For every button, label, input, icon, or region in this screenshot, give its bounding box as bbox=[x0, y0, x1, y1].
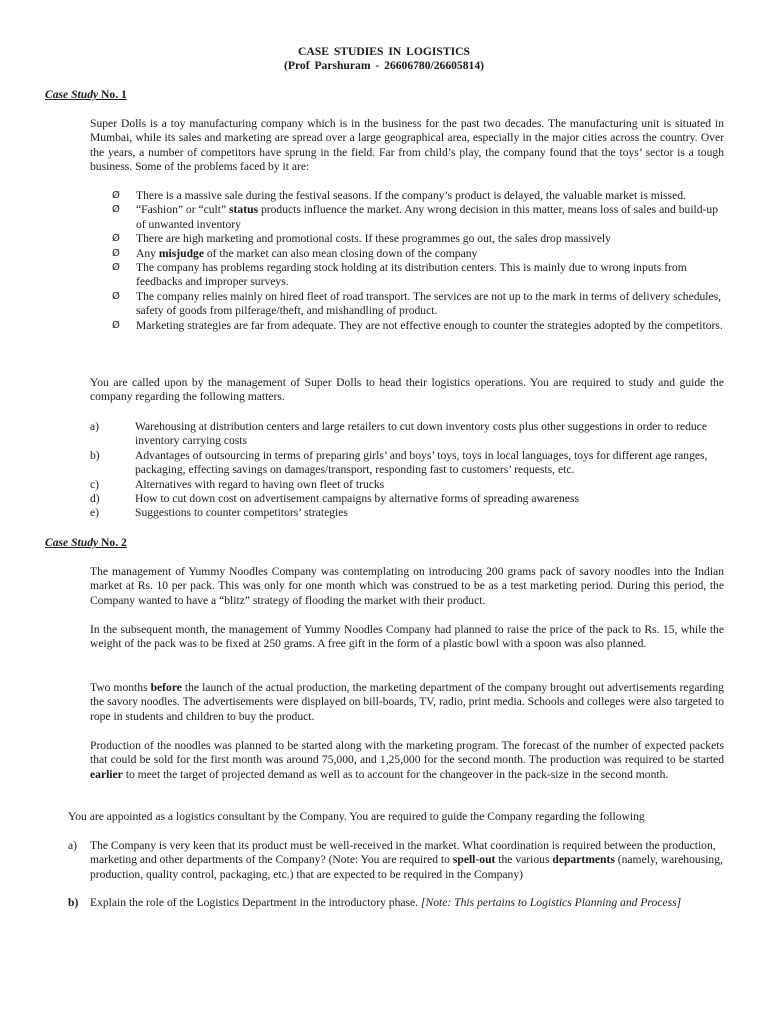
arrow-bullet-icon: Ø bbox=[112, 319, 120, 331]
problem-text-continued: of the market can also mean closing down of the company bbox=[203, 246, 478, 260]
problem-emphasis: status bbox=[229, 203, 259, 217]
arrow-bullet-icon: Ø bbox=[112, 262, 120, 274]
qb-pre: Explain the role of the Logistics Department in the introductory phase. bbox=[90, 896, 421, 910]
p4-pre: Production of the noodles was planned to be started along with the marketing program. The forecast of the number of expected packets that could be sold for the first month was around 75,000, and 1,25,000 for the second month. The production was required to be started bbox=[90, 739, 724, 767]
matter-text: Suggestions to counter competitors’ strategies bbox=[135, 506, 348, 520]
arrow-bullet-icon: Ø bbox=[112, 290, 120, 302]
case-study-label: Case Study bbox=[45, 88, 99, 101]
problems-list bbox=[112, 189, 724, 333]
problem-bullet-item bbox=[112, 203, 724, 232]
question-letter: a) bbox=[68, 839, 78, 852]
matter-text: Advantages of outsourcing in terms of preparing girls’ and boys’ toys, toys in local languages, toys for different age ranges, packaging, effecting savings on damages/transport, responding fast to customers’ requests, etc. bbox=[135, 448, 708, 477]
qa-pre: The Company is very keen that its product must be well-received in the market. What coordination is required between the production, marketing and other departments of the Company? (Note: You are required to bbox=[90, 839, 716, 867]
problem-text: Any bbox=[136, 246, 159, 260]
qa-bold-2: departments bbox=[552, 853, 615, 867]
arrow-bullet-icon: Ø bbox=[112, 247, 120, 259]
case-study-1-heading bbox=[45, 88, 127, 102]
matter-letter: b) bbox=[90, 448, 100, 462]
problem-bullet-item bbox=[112, 189, 724, 203]
p3-post: the launch of the actual production, the marketing department of the company brought out advertisements regarding the savory noodles. The advertisements were displayed on bill-boards, TV, radio, print media. Schools and colleges were also targeted to rope in students and children to buy the product. bbox=[90, 681, 724, 723]
case1-task-paragraph: You are called upon by the management of Super Dolls to head their logistics operations. You are required to study and guide the company regarding the following matters. bbox=[90, 376, 724, 404]
qa-mid: the various bbox=[495, 853, 553, 867]
matters-list bbox=[90, 420, 724, 521]
problem-text: “Fashion” or “cult” bbox=[136, 203, 230, 217]
case2-paragraph-4 bbox=[90, 739, 724, 782]
problem-text-continued: products influence the market. Any wrong decision in this matter, means loss of sales and build-up of unwanted inventory bbox=[136, 203, 719, 231]
matter-item bbox=[90, 492, 724, 506]
arrow-bullet-icon: Ø bbox=[112, 204, 120, 216]
problem-bullet-item bbox=[112, 247, 724, 261]
problem-bullet-item bbox=[112, 261, 724, 290]
qa-bold-1: spell-out bbox=[452, 853, 496, 867]
case2-paragraph-2: In the subsequent month, the management of Yummy Noodles Company had planned to raise the price of the pack to Rs. 15, while the weight of the pack was to be fixed at 250 grams. A free gift in the form of a plastic bowl with a spoon was also planned. bbox=[90, 623, 724, 651]
question-a bbox=[68, 839, 724, 882]
matter-item bbox=[90, 506, 724, 520]
matter-letter: c) bbox=[90, 477, 100, 491]
p4-bold: earlier bbox=[90, 767, 123, 781]
case2-assignment-paragraph: You are appointed as a logistics consultant by the Company. You are required to guide the Company regarding the following bbox=[68, 810, 645, 823]
problem-text: The company has problems regarding stock holding at its distribution centers. This is mainly due to wrong inputs from feedbacks and improper surveys. bbox=[136, 261, 687, 289]
problem-text: Marketing strategies are far from adequate. They are not effective enough to counter the strategies adopted by the competitors. bbox=[136, 318, 723, 332]
case-study-number: No. 2 bbox=[98, 536, 127, 549]
case1-intro-paragraph: Super Dolls is a toy manufacturing company which is in the business for the past two decades. The manufacturing unit is situated in Mumbai, while its sales and marketing are spread over a large geographical area, especially in the major cities across the country. Over the years, a number of competitors have sprung in the field. Far from child’s play, the company found that the toys’ sector is a tough business. Some of the problems faced by it are: bbox=[90, 117, 724, 174]
qa-post: (namely, warehousing, production, quality control, packaging, etc.) that are expected to be required in the Company) bbox=[90, 853, 723, 881]
question-b bbox=[68, 896, 724, 910]
problem-text: There is a massive sale during the festival seasons. If the company’s product is delayed, the valuable market is missed. bbox=[136, 189, 686, 202]
problem-bullet-item bbox=[112, 232, 724, 246]
matter-letter: d) bbox=[90, 492, 100, 506]
document-title bbox=[0, 45, 768, 74]
title-line-2: (Prof Parshuram - 26606780/26605814) bbox=[284, 59, 484, 73]
arrow-bullet-icon: Ø bbox=[112, 190, 120, 201]
matter-text: Warehousing at distribution centers and large retailers to cut down inventory costs plus other suggestions in order to reduce inventory carrying costs bbox=[135, 420, 707, 448]
matter-item bbox=[90, 420, 724, 449]
problem-bullet-item bbox=[112, 290, 724, 319]
matter-text: Alternatives with regard to having own fleet of trucks bbox=[135, 477, 385, 491]
problem-bullet-item bbox=[112, 319, 724, 333]
matter-text: How to cut down cost on advertisement campaigns by alternative forms of spreading awareness bbox=[135, 492, 579, 506]
question-letter: b) bbox=[68, 896, 79, 910]
problem-text: The company relies mainly on hired fleet of road transport. The services are not up to the mark in terms of delivery schedules, safety of goods from pilferage/theft, and mishandling of product. bbox=[136, 289, 722, 318]
problem-emphasis: misjudge bbox=[158, 246, 204, 260]
p4-post: to meet the target of projected demand as well as to account for the changeover in the pack-size in the second month. bbox=[122, 767, 669, 781]
matter-item bbox=[90, 449, 724, 478]
matter-item bbox=[90, 478, 724, 492]
qb-italic-note: [Note: This pertains to Logistics Planning and Process] bbox=[420, 896, 682, 910]
p3-bold: before bbox=[150, 681, 182, 694]
matter-letter: e) bbox=[90, 506, 100, 520]
case2-questions-list bbox=[68, 839, 724, 911]
case-study-number: No. 1 bbox=[98, 88, 127, 101]
case2-paragraph-3 bbox=[90, 681, 724, 724]
p3-pre: Two months bbox=[90, 681, 151, 694]
arrow-bullet-icon: Ø bbox=[112, 233, 120, 245]
matter-letter: a) bbox=[90, 420, 100, 433]
problem-text: There are high marketing and promotional costs. If these programmes go out, the sales drop massively bbox=[136, 232, 611, 246]
title-line-1: CASE STUDIES IN LOGISTICS bbox=[298, 45, 470, 58]
case-study-label: Case Study bbox=[45, 536, 99, 549]
case-study-2-heading bbox=[45, 536, 127, 550]
case2-paragraph-1: The management of Yummy Noodles Company was contemplating on introducing 200 grams pack of savory noodles into the Indian market at Rs. 10 per pack. This was only for one month which was construed to be as a test marketing period. During this period, the Company wanted to have a “blitz” strategy of flooding the market with their product. bbox=[90, 565, 724, 607]
